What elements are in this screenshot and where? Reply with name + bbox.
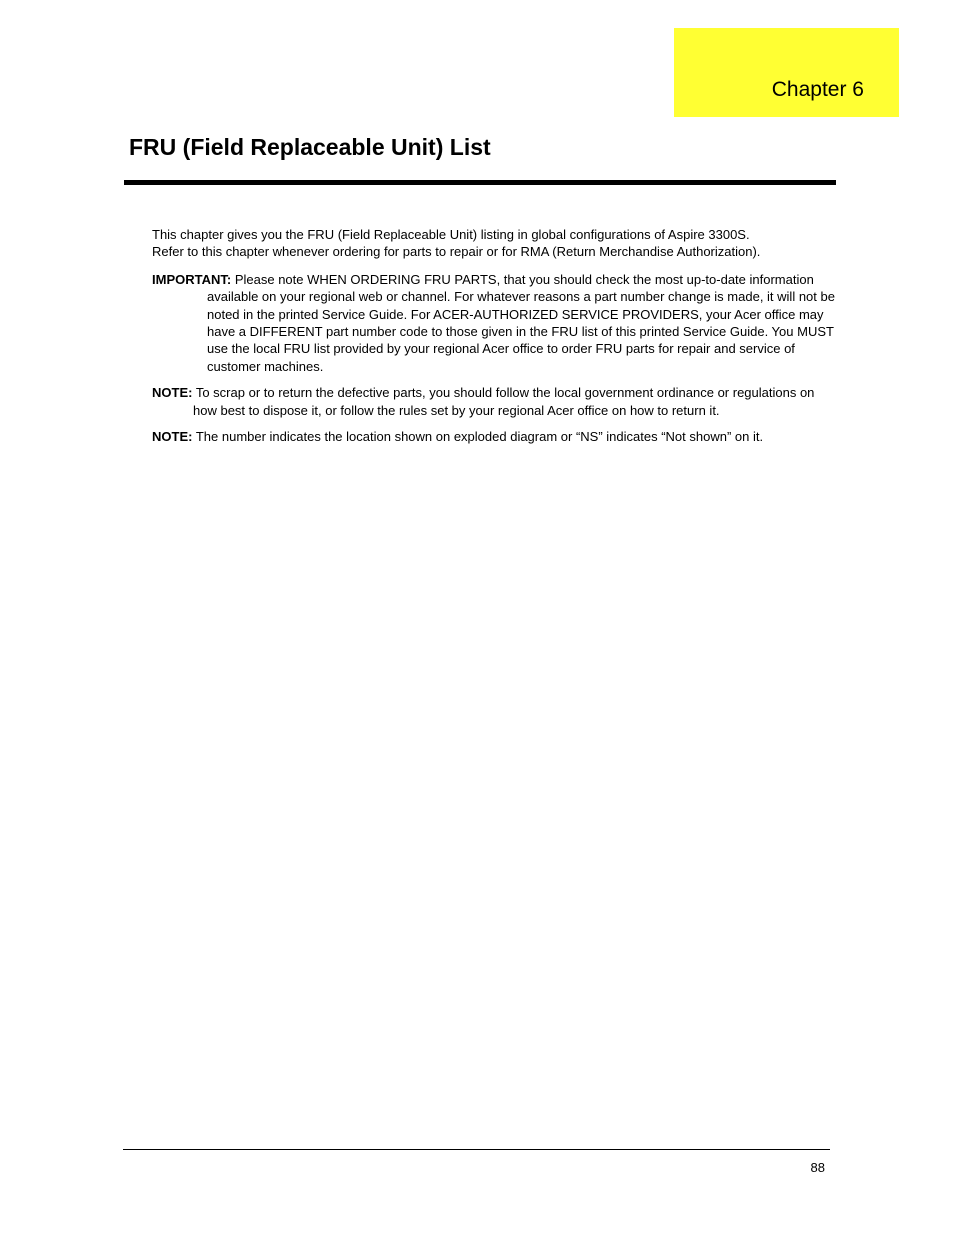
chapter-tab — [674, 28, 899, 117]
page-title: FRU (Field Replaceable Unit) List — [129, 134, 491, 160]
important-text: Please note WHEN ORDERING FRU PARTS, that you should check the most up-to-date information available on your regional web or channel. For whatever reasons a part number change is made, it will not be noted in the printed Service Guide. For ACER-AUTHORIZED SERVICE PROVIDERS, your Acer office may have a DIFFERENT part number code to those given in the FRU list of this printed Service Guide. You MUST use the local FRU list provided by your regional Acer office to order FRU parts for repair and service of customer machines. — [207, 271, 835, 374]
chapter-body — [152, 226, 836, 454]
page-number: 88 — [810, 1160, 825, 1175]
location-note-text: The number indicates the location shown on exploded diagram or “NS” indicates “Not shown” on it. — [195, 429, 764, 445]
note-label: NOTE: — [152, 429, 193, 445]
important-note — [152, 271, 836, 375]
footer-divider — [123, 1149, 830, 1150]
important-label: IMPORTANT: — [152, 271, 232, 287]
disposal-note-text: To scrap or to return the defective parts, you should follow the local government ordinance or regulations on how best to dispose it, or follow the rules set by your regional Acer office on how to return it. — [193, 385, 815, 418]
location-note — [152, 428, 836, 445]
intro-line-2: Refer to this chapter whenever ordering for parts to repair or for RMA (Return Merchandise Authorization). — [152, 244, 761, 260]
intro-line-1: This chapter gives you the FRU (Field Replaceable Unit) listing in global configurations of Aspire 3300S. — [152, 227, 750, 242]
disposal-note — [152, 384, 836, 419]
chapter-label: Chapter 6 — [771, 78, 864, 101]
intro-paragraph — [152, 226, 836, 261]
note-label: NOTE: — [152, 385, 193, 401]
title-divider — [124, 180, 836, 185]
